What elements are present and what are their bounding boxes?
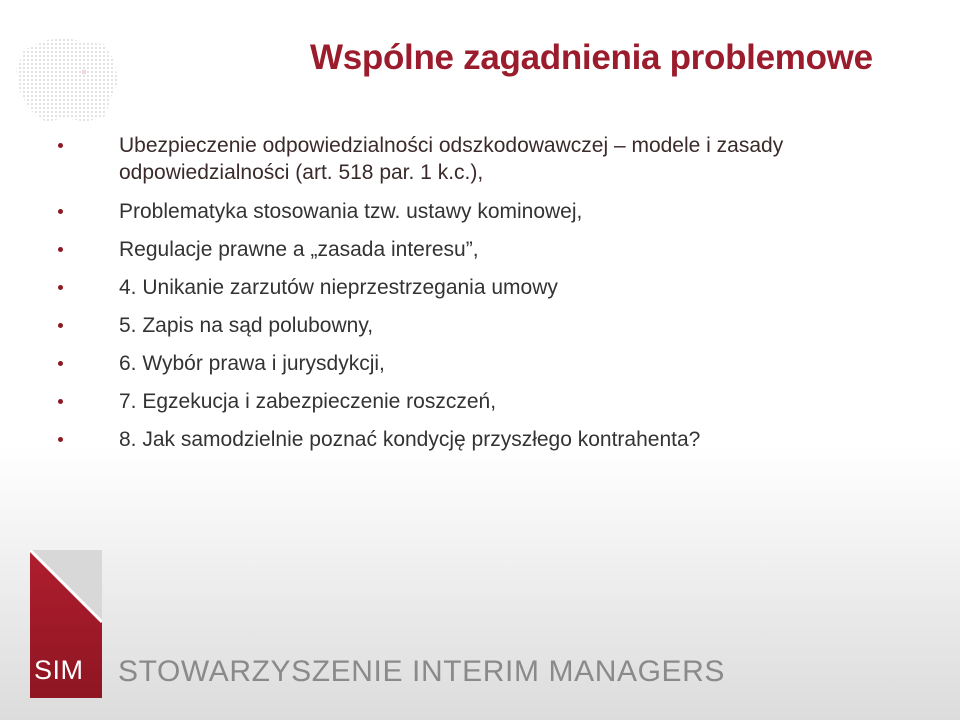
bullet-list [58,132,938,464]
list-item [58,198,938,226]
bullet-dot-icon [58,323,63,328]
slide-title: Wspólne zagadnienia problemowe [310,38,873,77]
list-item [58,274,938,302]
list-item-text: 4. Unikanie zarzutów nieprzestrzegania umowy [119,276,558,299]
bullet-dot-icon [58,361,63,366]
list-item [58,388,938,416]
list-item-text: 8. Jak samodzielnie poznać kondycję przyszłego kontrahenta? [119,428,701,451]
logo-abbreviation: SIM [34,655,84,685]
bullet-dot-icon [58,143,63,148]
list-item-text: Ubezpieczenie odpowiedzialności odszkodowawczej – modele i zasady odpowiedzialności (art. 518 par. 1 k.c.), [119,134,784,184]
list-item [58,312,938,340]
bullet-dot-icon [58,437,63,442]
list-item-text: 6. Wybór prawa i jurysdykcji, [119,352,385,375]
list-item [58,132,938,186]
list-item-text: 5. Zapis na sąd polubowny, [119,314,374,337]
bullet-dot-icon [58,209,63,214]
list-item [58,236,938,264]
bullet-dot-icon [58,285,63,290]
poland-map-icon [6,30,126,130]
list-item [58,426,938,454]
bullet-dot-icon [58,247,63,252]
list-item-text: 7. Egzekucja i zabezpieczenie roszczeń, [119,390,497,413]
list-item [58,350,938,378]
list-item-text: Problematyka stosowania tzw. ustawy kominowej, [119,200,583,223]
organization-name: STOWARZYSZENIE INTERIM MANAGERS [118,655,725,688]
bullet-dot-icon [58,399,63,404]
list-item-text: Regulacje prawne a „zasada interesu”, [119,238,479,261]
